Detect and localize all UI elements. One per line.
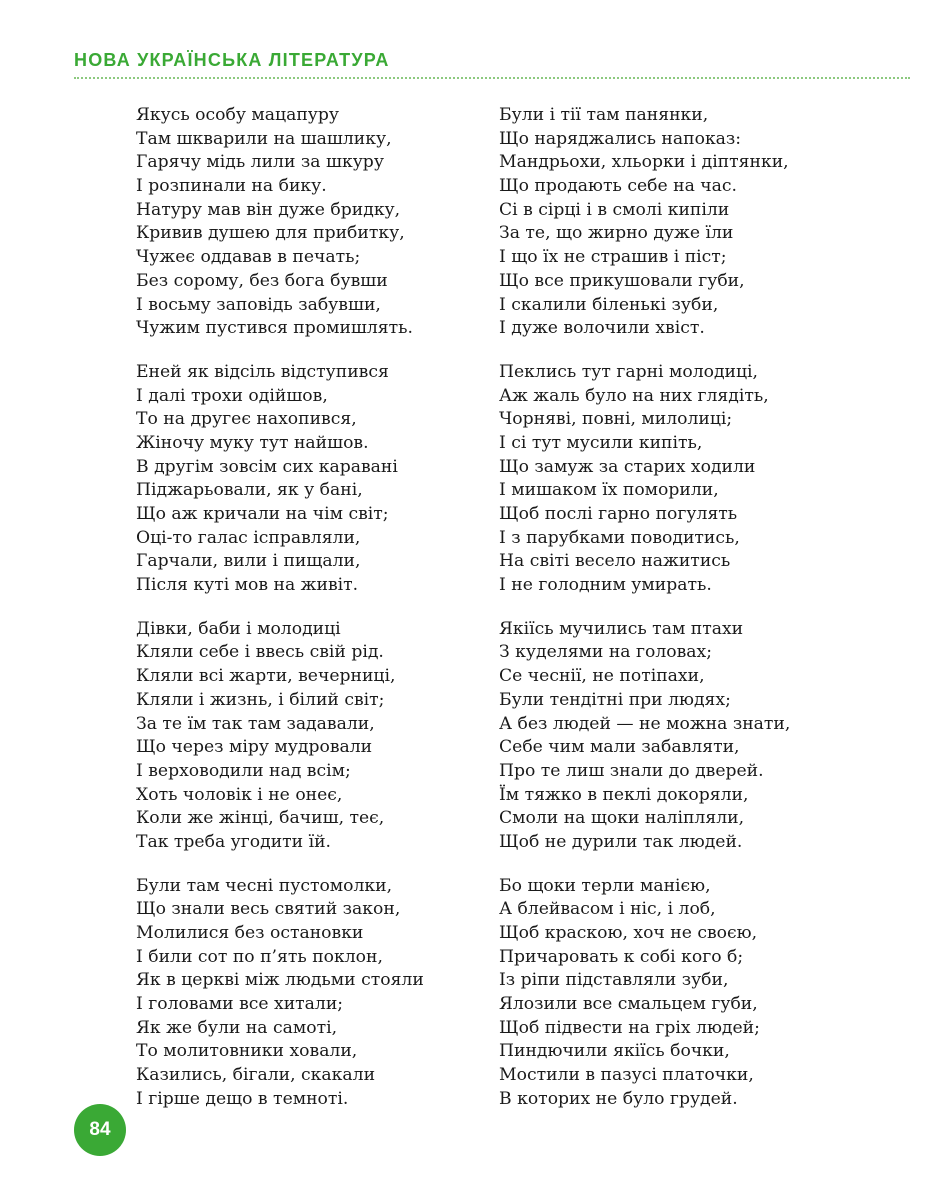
poem-line: Так треба угодити їй. — [136, 831, 332, 852]
poem-line: Там шкварили на шашлику, — [136, 128, 392, 149]
poem-line: Смоли на щоки наліпляли, — [499, 808, 745, 829]
poem-line: Чужеє оддавав в печать; — [136, 247, 361, 268]
poem-line: Щоб послі гарно погулять — [499, 504, 738, 524]
poem-line: Були там чесні пустомолки, — [136, 875, 393, 896]
poem-line: І з парубками поводитись, — [499, 527, 740, 548]
poem-line: Дівки, баби і молодиці — [136, 618, 341, 639]
stanza — [499, 618, 790, 855]
poem-line: І верховодили над всім; — [136, 760, 351, 781]
poem-line: Що замуж за старих ходили — [499, 456, 756, 477]
poem-line: Хоть чоловік і не онеє, — [136, 784, 343, 805]
poem-line: Пеклись тут гарні молодиці, — [499, 361, 759, 382]
page-number-badge: 84 — [74, 1104, 126, 1156]
poem-line: Були тендітні при людях; — [499, 689, 731, 710]
poem-line: І розпинали на бику. — [136, 176, 327, 197]
poem-line: Еней як відсіль відступився — [136, 361, 389, 382]
poem-line: Причаровать к собі кого б; — [499, 946, 744, 967]
poem-line: І сі тут мусили кипіть, — [499, 432, 703, 453]
poem-line: І дуже волочили хвіст. — [499, 318, 705, 339]
stanza — [136, 104, 424, 341]
poem-line: Що через міру мудровали — [136, 737, 373, 758]
poem-line: Без сорому, без бога бувши — [136, 270, 388, 291]
stanza — [499, 875, 790, 1112]
poem-column-left — [136, 104, 424, 1132]
poem-line: За те, що жирно дуже їли — [499, 223, 734, 244]
poem-line: А блейвасом і ніс, і лоб, — [499, 899, 716, 920]
poem-line: Із ріпи підставляли зуби, — [499, 970, 729, 991]
poem-line: І мишаком їх поморили, — [499, 480, 719, 501]
poem-line: І восьму заповідь забувши, — [136, 294, 381, 315]
poem-line: Казились, бігали, скакали — [136, 1065, 376, 1086]
poem-line: Щоб підвести на гріх людей; — [499, 1017, 760, 1038]
poem-line: Щоб не дурили так людей. — [499, 831, 743, 852]
stanza — [136, 875, 424, 1112]
poem-line: Се чеснії, не потіпахи, — [499, 666, 705, 687]
poem-line: Після куті мов на живіт. — [136, 575, 359, 596]
poem-line: Якусь особу мацапуру — [136, 105, 340, 125]
poem-line: Гарчали, вили і пищали, — [136, 551, 361, 572]
poem-line: Кляли себе і ввесь свій рід. — [136, 642, 384, 663]
poem-line: Що аж кричали на чім світ; — [136, 504, 389, 524]
poem-line: Сі в сірці і в смолі кипіли — [499, 199, 730, 220]
poem-line: То молитовники ховали, — [136, 1041, 358, 1062]
dotted-divider — [74, 77, 910, 79]
poem-line: І скалили біленькі зуби, — [499, 294, 719, 315]
poem-line: Про те лиш знали до дверей. — [499, 760, 764, 781]
poem-line: Аж жаль було на них глядіть, — [499, 385, 769, 406]
poem-line: На світі весело нажитись — [499, 551, 731, 572]
poem-line: В которих не було грудей. — [499, 1088, 738, 1109]
poem-line: І били сот по п’ять поклон, — [136, 946, 383, 967]
section-title: НОВА УКРАЇНСЬКА ЛІТЕРАТУРА — [74, 50, 390, 70]
poem-line: Їм тяжко в пеклі докоряли, — [499, 784, 749, 805]
stanza — [136, 618, 424, 855]
poem-line: Піджарьовали, як у бані, — [136, 480, 363, 501]
poem-line: Натуру мав він дуже бридку, — [136, 199, 401, 220]
poem-line: Молилися без остановки — [136, 923, 364, 943]
poem-line: Якіїсь мучились там птахи — [499, 618, 744, 639]
poem-line: Жіночу муку тут найшов. — [136, 432, 369, 453]
poem-line: Що знали весь святий закон, — [136, 899, 401, 920]
poem-line: І що їх не страшив і піст; — [499, 247, 727, 268]
poem-line: Коли же жінці, бачиш, теє, — [136, 808, 385, 829]
poem-line: І не голодним умирать. — [499, 575, 712, 596]
poem-line: Кляли і жизнь, і білий світ; — [136, 689, 385, 710]
poem-line: То на другеє нахопився, — [136, 409, 357, 430]
poem-line: Кривив душею для прибитку, — [136, 223, 405, 244]
poem-line: Пиндючили якіїсь бочки, — [499, 1041, 730, 1062]
poem-line: Чорняві, повні, милолиці; — [499, 409, 733, 430]
poem-line: Ялозили все смальцем губи, — [499, 994, 758, 1015]
poem-line: Як же були на самоті, — [136, 1017, 338, 1038]
poem-line: Гарячу мідь лили за шкуру — [136, 152, 384, 173]
poem-line: Себе чим мали забавляти, — [499, 737, 740, 758]
poem-column-right — [499, 104, 790, 1132]
poem-line: Чужим пустився промишлять. — [136, 318, 413, 339]
poem-line: Оці-то галас ісправляли, — [136, 527, 361, 548]
poem-line: Що наряджались напоказ: — [499, 128, 742, 149]
poem-line: Щоб краскою, хоч не своєю, — [499, 923, 758, 943]
poem-line: Що все прикушовали губи, — [499, 270, 745, 291]
poem-line: За те їм так там задавали, — [136, 713, 375, 734]
poem-line: В другім зовсім сих каравані — [136, 456, 398, 477]
stanza — [136, 361, 424, 598]
poem-line: Бо щоки терли манією, — [499, 875, 711, 896]
poem-line: А без людей — не можна знати, — [499, 713, 791, 734]
poem-line: Кляли всі жарти, вечерниці, — [136, 666, 396, 687]
poem-line: І гірше дещо в темноті. — [136, 1088, 349, 1109]
poem-line: Були і тії там панянки, — [499, 105, 709, 125]
poem-line: Як в церкві між людьми стояли — [136, 970, 424, 991]
poem-line: Мостили в пазусі платочки, — [499, 1065, 754, 1086]
poem-line: Що продають себе на час. — [499, 176, 737, 197]
poem-line: З куделями на головах; — [499, 642, 713, 663]
poem-line: І головами все хитали; — [136, 994, 344, 1015]
stanza — [499, 361, 790, 598]
poem-line: Мандрьохи, хльорки і діптянки, — [499, 152, 789, 173]
poem-line: І далі трохи одійшов, — [136, 385, 328, 406]
stanza — [499, 104, 790, 341]
